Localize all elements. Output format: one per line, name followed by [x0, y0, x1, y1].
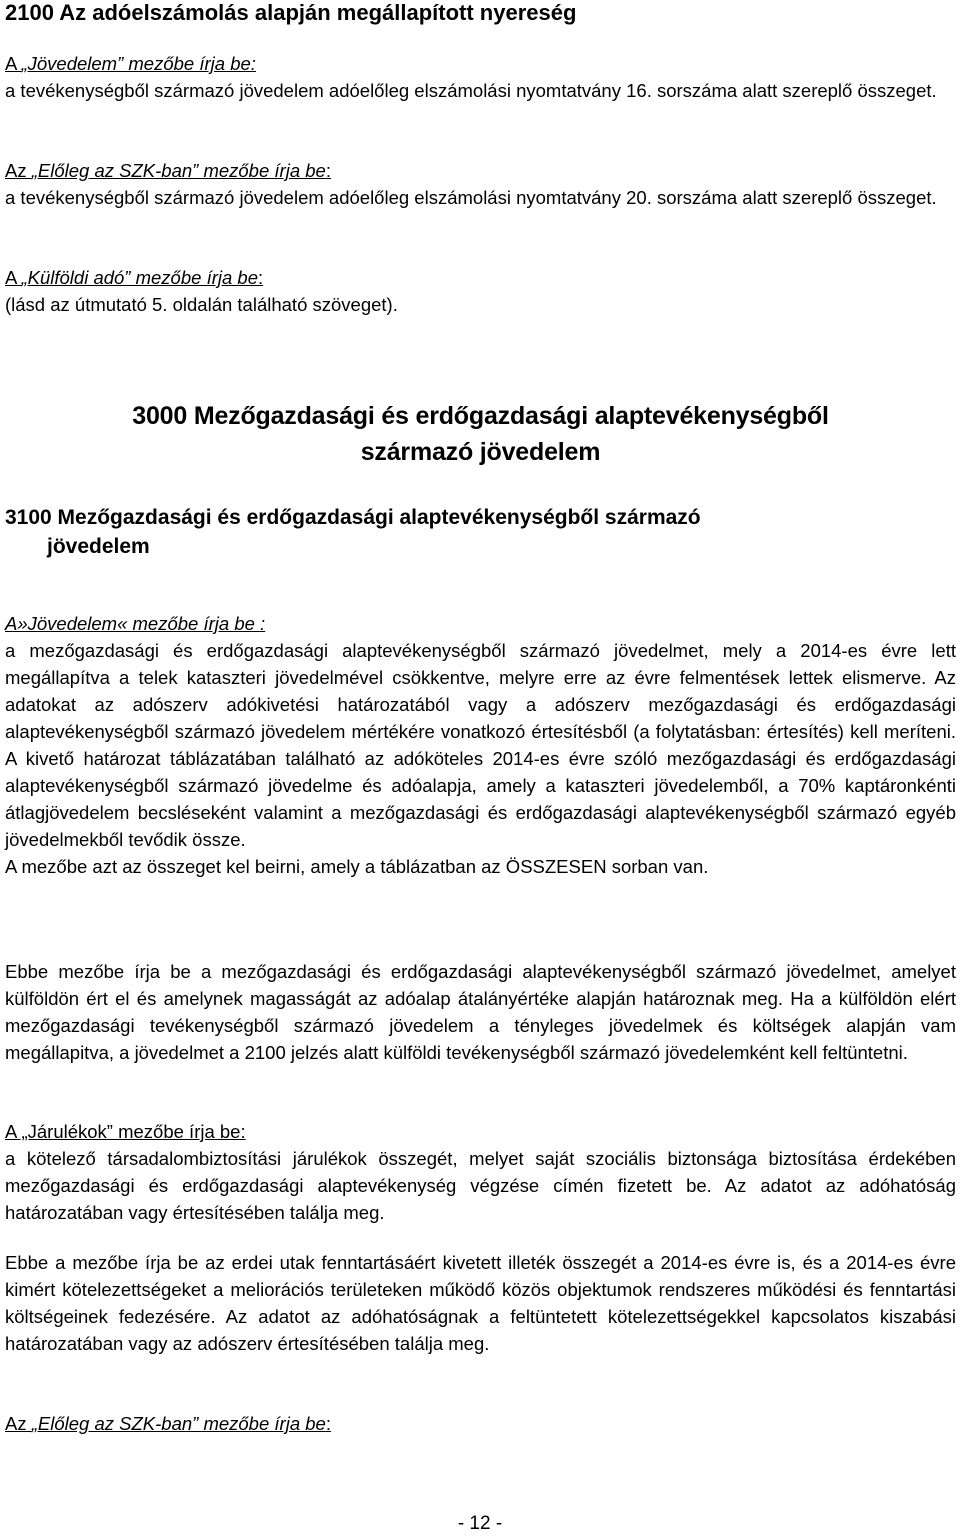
- subsection-title-line: 3100 Mezőgazdasági és erdőgazdasági alaptevékenységből származó: [5, 506, 701, 529]
- field-label-jarulekok: A „Járulékok” mezőbe írja be:: [5, 1121, 246, 1142]
- heading-2100: 2100 Az adóelszámolás alapján megállapított nyereség: [5, 0, 577, 25]
- block-kulfoldi-mezogazdasag: Ebbe mezőbe írja be a mezőgazdasági és erdőgazdasági alaptevékenységből származó jövedelmet, amelyet külföldön ért el és amelynek magasságát az adóalap átalányértéke alapján határoznak meg. Ha a külföldön elért mezőgazdasági tevékenységből származó jövedelem a tényleges jövedelmek és költségek alapján vam megállapitva, a jövedelmet a 2100 jelzés alatt külföldi tevékenységből származó jövedelemként kell feltüntetni.: [5, 961, 956, 1063]
- field-label-jovedelem: A „Jövedelem” mezőbe írja be:: [5, 53, 256, 74]
- field-label-kulfoldi: A „Külföldi adó” mezőbe írja be:: [5, 267, 264, 288]
- field-description: a mezőgazdasági és erdőgazdasági alaptevékenységből származó jövedelmet, mely a 2014-es évre lett megállapítva a telek kataszteri jövedelmével csökkentve, melyre erre az évre felmentések lettek elismerve. Az adatokat az adószerv adókivetési határozatából vagy a adószerv mezőgazdasági és erdőgazdasági alaptevékenységből származó jövedelem mértékére vonatkozó értesítésből (a folytatásban: értesítés) kell meríteni. A kivető határozat táblázatában található az adóköteles 2014-es évre szóló mezőgazdasági és erdőgazdasági alaptevékenységből származó jövedelme és adóalapja, amely a kataszteri jövedelemből, a 70% kaptáronkénti átlagjövedelem becsléseként valamint a mezőgazdasági és erdőgazdasági alaptevékenységből származó egyéb jövedelmekből tevődik össze.: [5, 640, 956, 850]
- field-description: (lásd az útmutató 5. oldalán található szöveget).: [5, 294, 398, 315]
- section-3000-title: [5, 398, 956, 470]
- field-description-note: A mezőbe azt az összeget kel beirni, amely a táblázatban az ÖSSZESEN sorban van.: [5, 856, 709, 877]
- subsection-3100-title: [5, 503, 956, 561]
- block-jarulekok: [5, 1118, 956, 1226]
- section-title-line: származó jövedelem: [360, 438, 601, 466]
- field-description: a tevékenységből származó jövedelem adóelőleg elszámolási nyomtatvány 20. sorszáma alatt szereplő összeget.: [5, 187, 937, 208]
- field-description: a tevékenységből származó jövedelem adóelőleg elszámolási nyomtatvány 16. sorszáma alatt szereplő összeget.: [5, 80, 937, 101]
- field-label-jovedelem-3100: A»Jövedelem« mezőbe írja be :: [5, 613, 266, 634]
- field-label-eloleg: Az „Előleg az SZK-ban” mezőbe írja be:: [5, 160, 331, 181]
- block-kulfoldi-ado: [5, 264, 956, 318]
- section-title-line: 3000 Mezőgazdasági és erdőgazdasági alaptevékenységből: [132, 402, 829, 430]
- block-jovedelem-3100: [5, 610, 956, 880]
- block-erdei-utak: Ebbe a mezőbe írja be az erdei utak fenntartásáért kivetett illeték összegét a 2014-es évre is, és a 2014-es évre kimért kötelezettségeket a meliorációs területeken működő közös objektumok rendszeres működési és fenntartási költségeinek fedezésére. Az adatot az adóhatóságnak a feltüntetett kötelezettségekkel kapcsolatos kiszabási határozatában vagy az adószerv értesítésében találja meg.: [5, 1252, 956, 1354]
- field-description: a kötelező társadalombiztosítási járulékok összegét, melyet saját szociális biztonsága biztosítása érdekében mezőgazdasági és erdőgazdasági alaptevékenység végzése címén fizetett be. Az adatot az adóhatóság határozatában vagy értesítésében találja meg.: [5, 1148, 956, 1223]
- block-eloleg-szk: [5, 157, 956, 211]
- field-label-eloleg: Az „Előleg az SZK-ban” mezőbe írja be:: [5, 1413, 331, 1434]
- block-eloleg-szk-2: [5, 1410, 956, 1437]
- subsection-title-line: jövedelem: [47, 535, 150, 558]
- block-jovedelem-2100: [5, 50, 956, 104]
- page-number: - 12 -: [457, 1513, 503, 1534]
